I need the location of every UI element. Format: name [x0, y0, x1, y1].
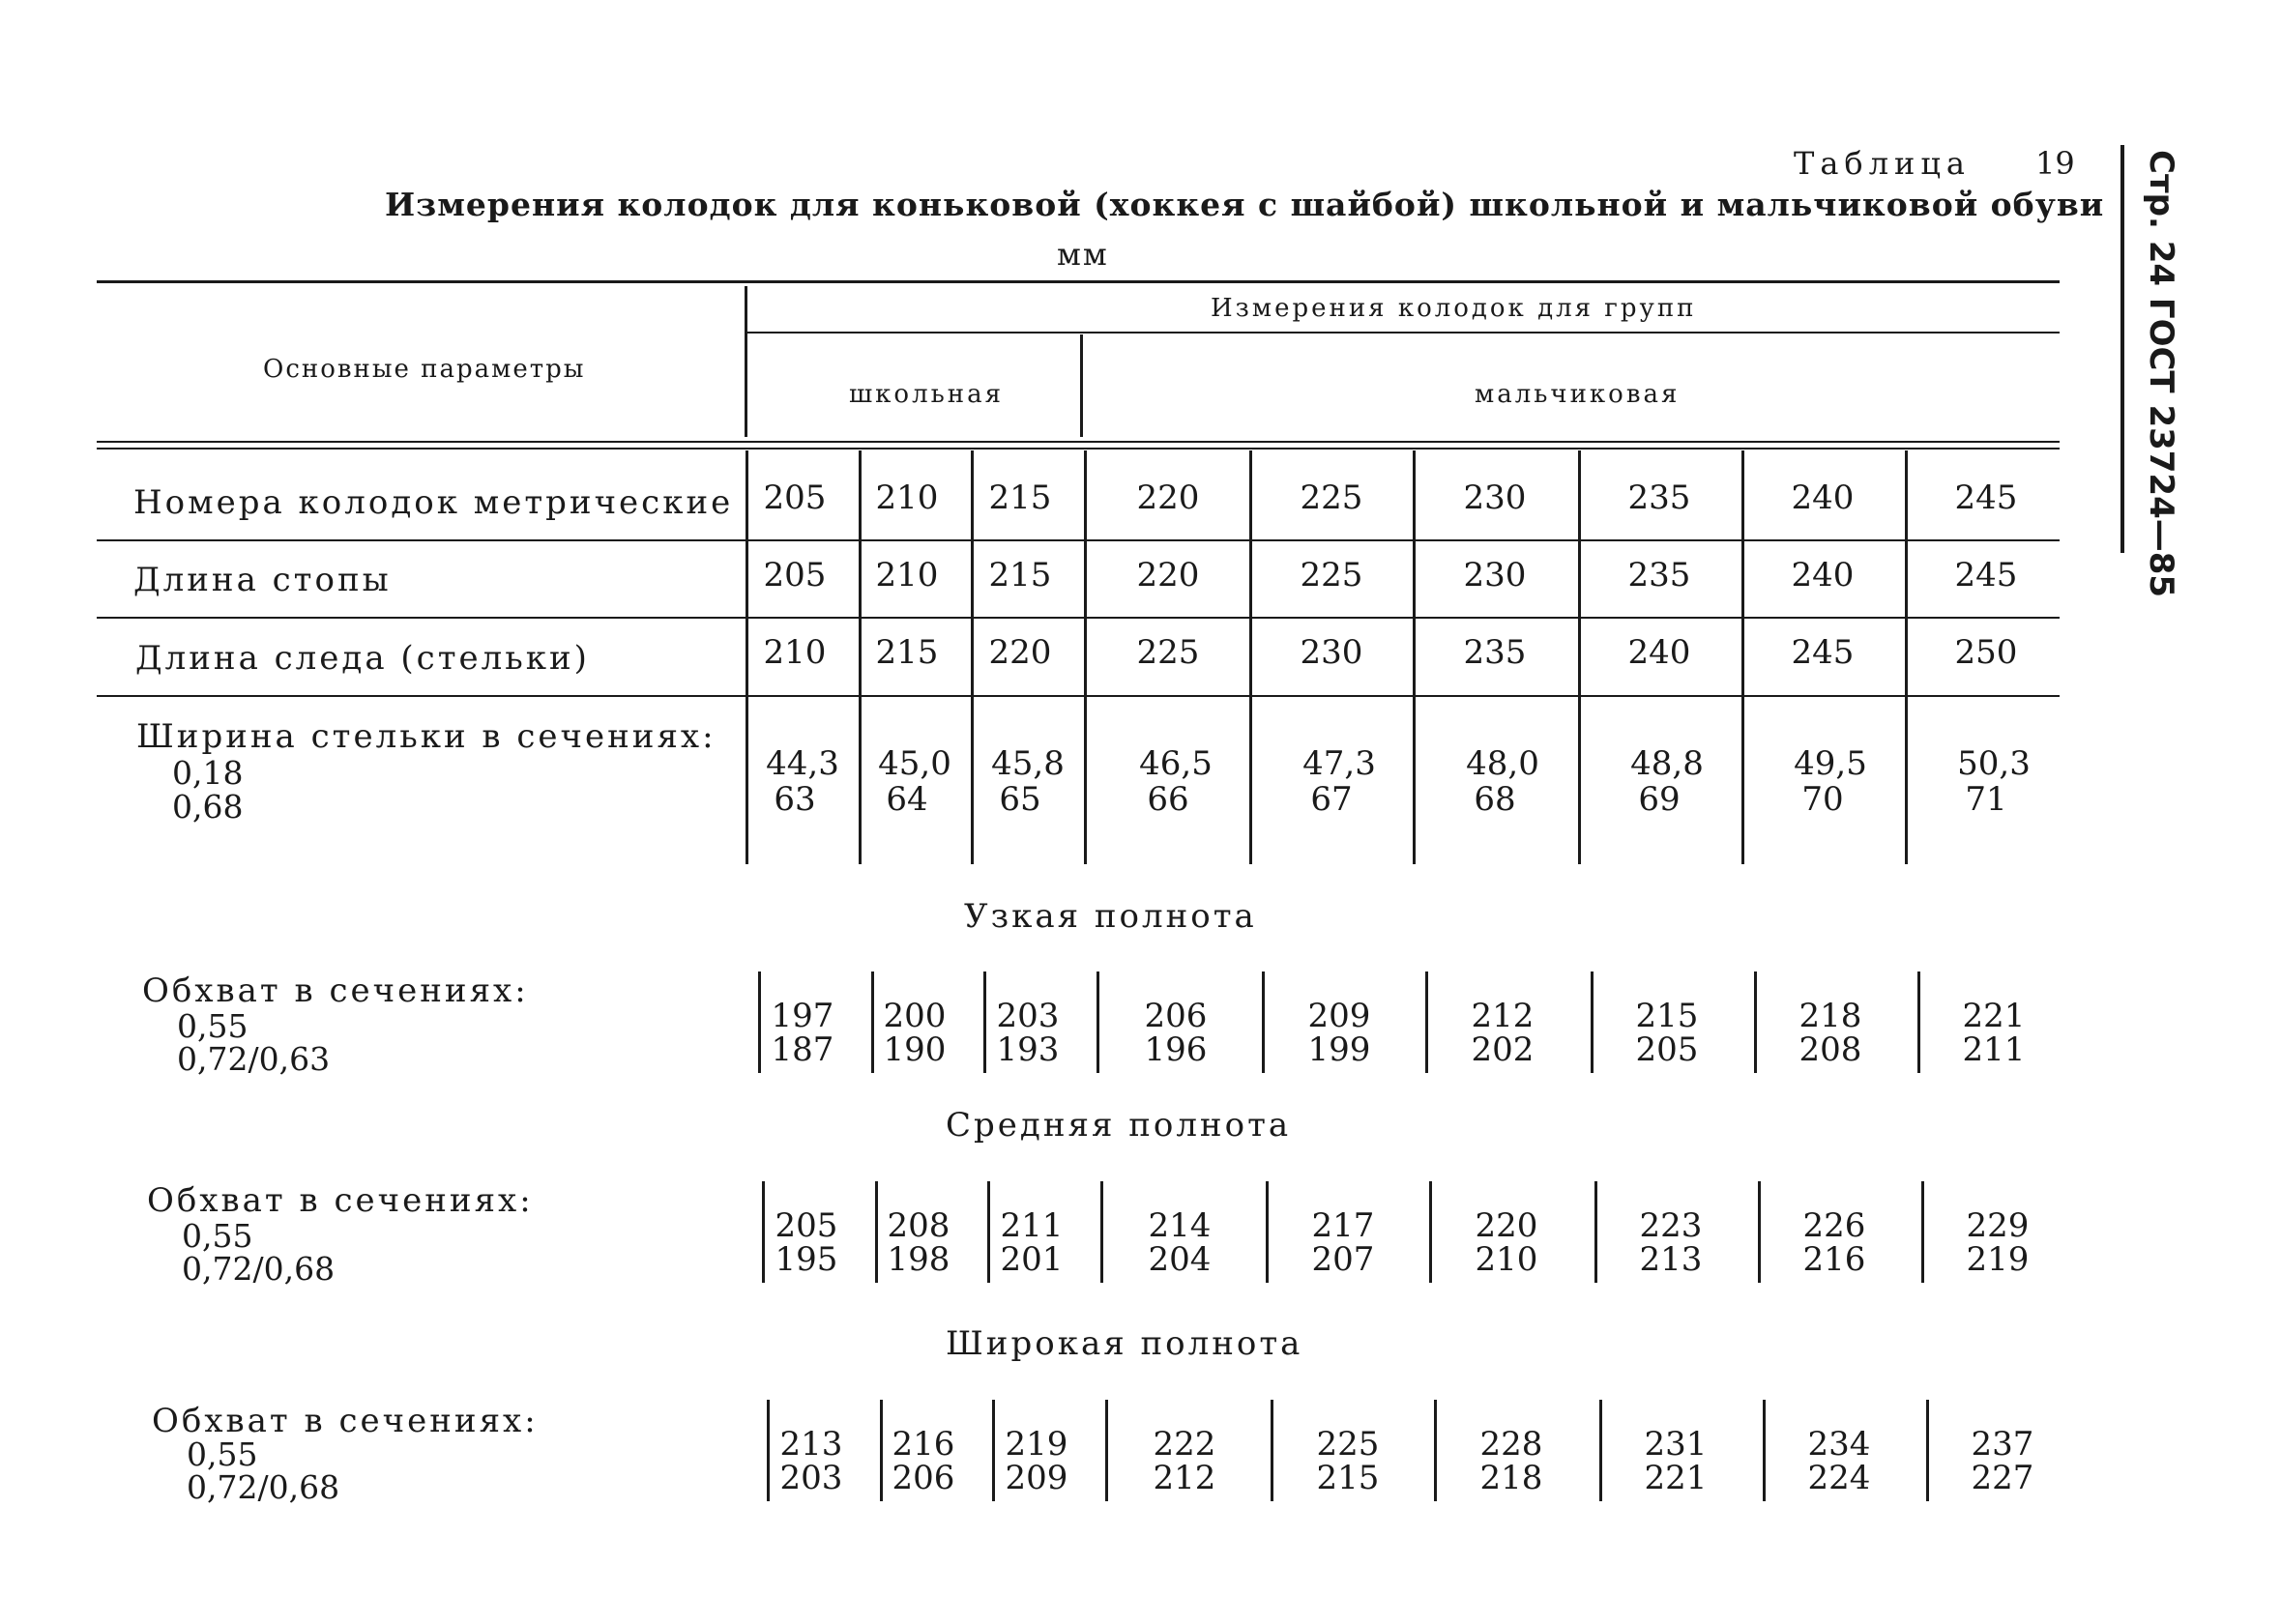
- wide-value-a-cell: 222: [1153, 1425, 1216, 1464]
- narrow-value-a-cell: 215: [1635, 997, 1699, 1035]
- medium-section-2: 0,72/0,68: [182, 1250, 336, 1288]
- narrow-section-1: 0,55: [177, 1007, 249, 1045]
- header-divider-params: [745, 286, 747, 437]
- header-groups: Измерения колодок для групп: [1211, 294, 1697, 323]
- insole-width-068-cell: 63: [774, 780, 816, 819]
- insole-width-018-cell: 49,5: [1794, 744, 1867, 783]
- row-label-metric: Номера колодок метрические: [133, 483, 734, 522]
- header-divider-groups: [1080, 334, 1083, 437]
- top-rule: [97, 280, 2060, 283]
- insole-width-018-cell: 47,3: [1302, 744, 1376, 783]
- narrow-value-a-cell: 209: [1307, 997, 1371, 1035]
- foot-length-cell: 210: [875, 556, 939, 594]
- wide-value-a-cell: 216: [892, 1425, 955, 1464]
- wide-value-b-cell: 206: [892, 1459, 955, 1497]
- insole-width-068-cell: 70: [1801, 780, 1844, 819]
- narrow-value-a-cell: 200: [883, 997, 947, 1035]
- trace-length-cell: 225: [1136, 633, 1200, 672]
- trace-length-cell: 245: [1791, 633, 1855, 672]
- header-rule-2: [97, 448, 2060, 450]
- wide-value-a-cell: 213: [779, 1425, 843, 1464]
- insole-width-018-cell: 45,8: [991, 744, 1065, 783]
- wide-value-b-cell: 215: [1316, 1459, 1380, 1497]
- table-title: Измерения колодок для коньковой (хоккея с шайбой) школьной и мальчиковой обуви: [385, 186, 2105, 223]
- medium-value-b-cell: 201: [1000, 1240, 1064, 1279]
- narrow-value-a-cell: 206: [1144, 997, 1208, 1035]
- trace-length-cell: 250: [1954, 633, 2018, 672]
- narrow-column-divider: [1754, 972, 1757, 1073]
- insole-width-068-cell: 67: [1310, 780, 1353, 819]
- medium-section-1: 0,55: [182, 1217, 253, 1255]
- metric-number-cell: 205: [763, 478, 827, 517]
- narrow-value-a-cell: 212: [1471, 997, 1535, 1035]
- trace-length-cell: 235: [1463, 633, 1527, 672]
- wide-value-a-cell: 228: [1479, 1425, 1543, 1464]
- wide-value-b-cell: 227: [1971, 1459, 2034, 1497]
- insole-width-068-cell: 71: [1965, 780, 2007, 819]
- foot-length-cell: 215: [988, 556, 1052, 594]
- insole-width-018-cell: 44,3: [766, 744, 839, 783]
- narrow-value-a-cell: 218: [1798, 997, 1862, 1035]
- medium-value-a-cell: 211: [1000, 1206, 1064, 1245]
- narrow-value-a-cell: 203: [996, 997, 1060, 1035]
- wide-column-divider: [1434, 1400, 1437, 1501]
- medium-value-a-cell: 208: [887, 1206, 950, 1245]
- row-rule-1: [97, 539, 2060, 541]
- trace-length-cell: 210: [763, 633, 827, 672]
- wide-value-a-cell: 219: [1005, 1425, 1068, 1464]
- metric-number-cell: 215: [988, 478, 1052, 517]
- narrow-value-b-cell: 202: [1471, 1030, 1535, 1069]
- column-divider: [1741, 450, 1744, 864]
- medium-value-b-cell: 210: [1475, 1240, 1538, 1279]
- narrow-value-b-cell: 211: [1962, 1030, 2026, 1069]
- foot-length-cell: 225: [1300, 556, 1363, 594]
- table-number: 19: [2035, 145, 2075, 182]
- page-standard-label: Стр. 24 ГОСТ 23724—85: [2142, 150, 2180, 598]
- medium-value-a-cell: 214: [1148, 1206, 1212, 1245]
- narrow-value-b-cell: 199: [1307, 1030, 1371, 1069]
- row-rule-3: [97, 695, 2060, 697]
- narrow-value-a-cell: 221: [1962, 997, 2026, 1035]
- wide-value-b-cell: 224: [1807, 1459, 1871, 1497]
- narrow-column-divider: [1097, 972, 1099, 1073]
- column-divider: [1084, 450, 1087, 864]
- column-divider: [1249, 450, 1252, 864]
- narrow-value-b-cell: 193: [996, 1030, 1060, 1069]
- header-boys: мальчиковая: [1475, 380, 1681, 409]
- narrow-column-divider: [1425, 972, 1428, 1073]
- medium-value-b-cell: 195: [775, 1240, 838, 1279]
- foot-length-cell: 220: [1136, 556, 1200, 594]
- narrow-label: Обхват в сечениях:: [142, 972, 529, 1010]
- metric-number-cell: 220: [1136, 478, 1200, 517]
- foot-length-cell: 245: [1954, 556, 2018, 594]
- narrow-title: Узкая полнота: [964, 897, 1257, 936]
- trace-length-cell: 230: [1300, 633, 1363, 672]
- insole-width-018-cell: 48,0: [1466, 744, 1539, 783]
- foot-length-cell: 235: [1627, 556, 1691, 594]
- wide-section-1: 0,55: [187, 1436, 258, 1473]
- insole-width-068-cell: 66: [1147, 780, 1189, 819]
- column-divider: [1413, 450, 1416, 864]
- medium-column-divider: [1921, 1181, 1924, 1283]
- metric-number-cell: 225: [1300, 478, 1363, 517]
- insole-width-018-cell: 48,8: [1630, 744, 1704, 783]
- medium-value-a-cell: 205: [775, 1206, 838, 1245]
- foot-length-cell: 240: [1791, 556, 1855, 594]
- medium-column-divider: [1594, 1181, 1597, 1283]
- insole-width-018-cell: 46,5: [1139, 744, 1213, 783]
- row-label-foot-length: Длина стопы: [133, 561, 392, 599]
- metric-number-cell: 245: [1954, 478, 2018, 517]
- foot-length-cell: 205: [763, 556, 827, 594]
- group-rule: [746, 332, 2060, 334]
- medium-value-b-cell: 219: [1966, 1240, 2030, 1279]
- narrow-column-divider: [1917, 972, 1920, 1073]
- medium-label: Обхват в сечениях:: [147, 1181, 534, 1220]
- medium-value-b-cell: 198: [887, 1240, 950, 1279]
- wide-value-a-cell: 231: [1644, 1425, 1708, 1464]
- wide-value-a-cell: 225: [1316, 1425, 1380, 1464]
- narrow-value-b-cell: 187: [771, 1030, 834, 1069]
- medium-column-divider: [1758, 1181, 1761, 1283]
- row-rule-2: [97, 617, 2060, 619]
- table-label: Таблица: [1794, 145, 1971, 182]
- medium-value-a-cell: 223: [1639, 1206, 1703, 1245]
- insole-width-068-cell: 69: [1638, 780, 1681, 819]
- narrow-value-a-cell: 197: [771, 997, 834, 1035]
- wide-section-2: 0,72/0,68: [187, 1468, 340, 1506]
- wide-column-divider: [1763, 1400, 1766, 1501]
- metric-number-cell: 230: [1463, 478, 1527, 517]
- narrow-value-b-cell: 190: [883, 1030, 947, 1069]
- insole-width-068-cell: 65: [999, 780, 1041, 819]
- medium-value-a-cell: 220: [1475, 1206, 1538, 1245]
- wide-value-a-cell: 237: [1971, 1425, 2034, 1464]
- row-label-trace-length: Длина следа (стельки): [135, 639, 590, 678]
- medium-column-divider: [1100, 1181, 1103, 1283]
- metric-number-cell: 240: [1791, 478, 1855, 517]
- header-params: Основные параметры: [263, 355, 586, 384]
- foot-length-cell: 230: [1463, 556, 1527, 594]
- trace-length-cell: 240: [1627, 633, 1691, 672]
- narrow-value-b-cell: 205: [1635, 1030, 1699, 1069]
- narrow-section-2: 0,72/0,63: [177, 1040, 331, 1078]
- medium-value-a-cell: 217: [1311, 1206, 1375, 1245]
- wide-value-b-cell: 203: [779, 1459, 843, 1497]
- narrow-column-divider: [1591, 972, 1594, 1073]
- insole-section-1: 0,18: [172, 754, 244, 792]
- trace-length-cell: 215: [875, 633, 939, 672]
- medium-value-b-cell: 213: [1639, 1240, 1703, 1279]
- wide-column-divider: [1926, 1400, 1929, 1501]
- column-divider: [1905, 450, 1908, 864]
- medium-value-b-cell: 204: [1148, 1240, 1212, 1279]
- metric-number-cell: 210: [875, 478, 939, 517]
- header-rule-1: [97, 441, 2060, 443]
- wide-label: Обхват в сечениях:: [152, 1402, 539, 1440]
- side-rule: [2120, 145, 2124, 553]
- narrow-value-b-cell: 208: [1798, 1030, 1862, 1069]
- trace-length-cell: 220: [988, 633, 1052, 672]
- wide-column-divider: [1271, 1400, 1273, 1501]
- wide-column-divider: [1105, 1400, 1108, 1501]
- insole-width-018-cell: 50,3: [1957, 744, 2031, 783]
- insole-width-068-cell: 64: [886, 780, 928, 819]
- wide-title: Широкая полнота: [946, 1324, 1303, 1363]
- wide-value-a-cell: 234: [1807, 1425, 1871, 1464]
- wide-column-divider: [1599, 1400, 1602, 1501]
- narrow-column-divider: [1262, 972, 1265, 1073]
- wide-value-b-cell: 212: [1153, 1459, 1216, 1497]
- insole-width-018-cell: 45,0: [878, 744, 951, 783]
- wide-value-b-cell: 209: [1005, 1459, 1068, 1497]
- medium-column-divider: [1429, 1181, 1432, 1283]
- column-divider: [1578, 450, 1581, 864]
- row-label-insole-width: Ширина стельки в сечениях:: [136, 717, 716, 756]
- narrow-value-b-cell: 196: [1144, 1030, 1208, 1069]
- insole-width-068-cell: 68: [1474, 780, 1516, 819]
- metric-number-cell: 235: [1627, 478, 1691, 517]
- header-school: школьная: [849, 380, 1004, 409]
- wide-value-b-cell: 221: [1644, 1459, 1708, 1497]
- medium-title: Средняя полнота: [946, 1106, 1292, 1145]
- medium-column-divider: [1266, 1181, 1269, 1283]
- medium-value-a-cell: 229: [1966, 1206, 2030, 1245]
- medium-value-b-cell: 216: [1802, 1240, 1866, 1279]
- medium-value-a-cell: 226: [1802, 1206, 1866, 1245]
- wide-value-b-cell: 218: [1479, 1459, 1543, 1497]
- units-label: мм: [1057, 236, 1109, 273]
- insole-section-2: 0,68: [172, 788, 244, 826]
- medium-value-b-cell: 207: [1311, 1240, 1375, 1279]
